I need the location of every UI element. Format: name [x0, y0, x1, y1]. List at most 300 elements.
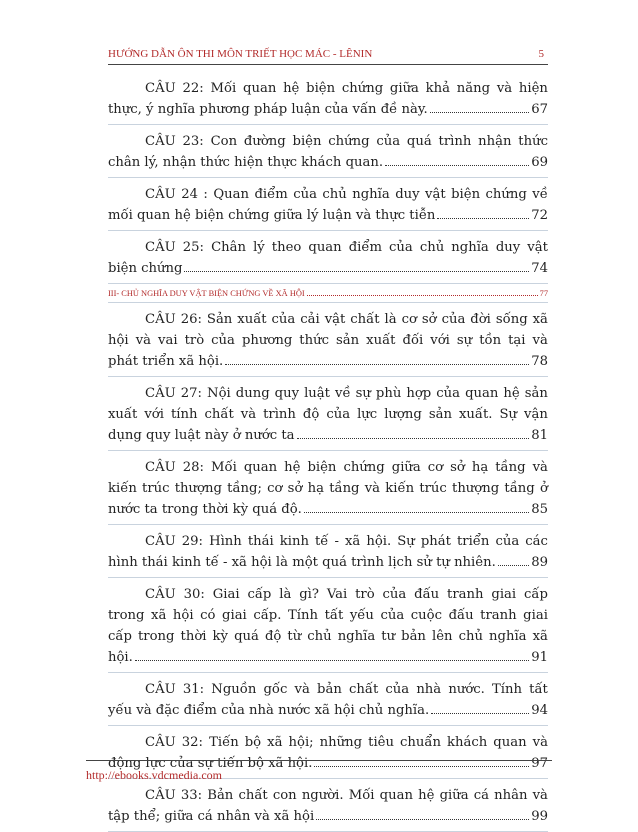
toc-entry-text: mối quan hệ biện chứng giữa lý luận và thực tiễn [108, 208, 436, 223]
toc-entry-word: gốc [263, 682, 288, 697]
toc-entry-word: tất [324, 608, 344, 623]
toc-entry-word: 32: [181, 735, 204, 750]
toc-entry-word: dung [235, 386, 270, 401]
toc-entry-word: thức [518, 134, 548, 149]
toc-entry-word: CÂU [145, 134, 176, 149]
toc-entry-word: tầng [504, 481, 535, 496]
toc-entry-word: quan [243, 460, 278, 475]
toc-entry-word: chủ [307, 629, 332, 644]
toc-entry[interactable] [108, 72, 548, 125]
toc-entry-word: của [211, 333, 235, 348]
toc-entry-word: Bản [207, 788, 234, 803]
toc-entry-word: quan [465, 386, 499, 401]
toc-entry-word: CÂU [145, 460, 176, 475]
toc-entry-word: cải [300, 312, 320, 327]
toc-entry-text: biện chứng [108, 261, 183, 276]
toc-entry-word: kinh [279, 534, 309, 549]
toc-entry-word: các [525, 534, 548, 549]
toc-entry-word: là [279, 587, 292, 602]
toc-entry-line [108, 499, 548, 520]
toc-entry-word: tranh [480, 608, 517, 623]
dot-leader [225, 364, 529, 365]
toc-entry-word: giữa [391, 460, 421, 475]
toc-entry-word: đấu [414, 587, 440, 602]
toc-entry-word: sở [450, 460, 465, 475]
toc-entry-word: chuẩn [400, 735, 441, 750]
toc-entry-word: thái [247, 534, 274, 549]
toc-entry[interactable] [108, 451, 548, 525]
dot-leader [430, 112, 529, 113]
toc-entry-word: giai [222, 608, 247, 623]
toc-entry-word: tất [529, 682, 548, 697]
toc-entry-word: và [294, 682, 310, 697]
toc-entry-word: và [364, 481, 381, 496]
toc-entry-text: yếu và đặc điểm của nhà nước xã hội chủ nghĩa. [108, 703, 430, 718]
toc-entry-word: trò [184, 333, 205, 348]
toc-entry-word: duy [395, 187, 420, 202]
toc-entry-word: tại [508, 333, 526, 348]
dot-leader [184, 271, 529, 272]
toc-entry-word: từ [287, 629, 302, 644]
toc-entry[interactable] [108, 779, 548, 832]
toc-entry-word: của [326, 407, 351, 422]
toc-entry-line [108, 309, 548, 330]
toc-entry-word: Vai [326, 587, 348, 602]
toc-entry-word: biện [306, 81, 336, 96]
toc-entry-word: lý [253, 240, 265, 255]
toc-entry-word: xuất. [458, 407, 493, 422]
toc-entry-word: hội [172, 608, 194, 623]
toc-entry-line [108, 785, 548, 806]
toc-page-number: 78 [531, 354, 548, 369]
toc-entry-word: 28: [182, 460, 204, 475]
toc-entry-word: những [319, 735, 363, 750]
toc-entry-word: và [532, 735, 548, 750]
toc-entry-word: chủ [458, 629, 483, 644]
toc-entry-word: nghĩa [352, 187, 390, 202]
toc-entry[interactable] [108, 231, 548, 284]
footer-divider [86, 760, 552, 761]
toc-entry-line [108, 131, 548, 152]
toc-entry-word: CÂU [145, 81, 176, 96]
toc-entry-word: Nguồn [211, 682, 257, 697]
header-page-number: 5 [538, 48, 544, 60]
toc-entry-word: xã [151, 608, 167, 623]
toc-entry-word: hội. [366, 534, 392, 549]
toc-section-title: III- CHỦ NGHĨA DUY VẬT BIỆN CHỨNG VỀ XÃ HỘI [108, 289, 305, 298]
toc-entry-word: Mối [210, 81, 237, 96]
toc-entry-word: quá [406, 134, 432, 149]
toc-entry-word: 22: [182, 81, 204, 96]
toc-entry-word: hội; [288, 735, 314, 750]
toc-entry-word: nghĩa [337, 629, 376, 644]
toc-entry-word: CÂU [145, 587, 176, 602]
toc-entry-word: Quan [213, 187, 249, 202]
toc-entry-word: phù [375, 386, 402, 401]
toc-entry-text: thực, ý nghĩa phương pháp luận của vấn đề này. [108, 102, 428, 117]
toc-entry-word: 26: [180, 312, 202, 327]
toc-entry-word: trong [137, 629, 175, 644]
toc-entry-word: thức [299, 333, 329, 348]
toc-entry-word: độ [264, 629, 282, 644]
toc-entry-word: hạ [471, 460, 489, 475]
toc-entry-word: CÂU [145, 187, 176, 202]
toc-entry-word: giữa [389, 81, 419, 96]
toc-page-number: 72 [531, 208, 548, 223]
toc-entry-word: cấp [108, 629, 132, 644]
toc-entry-text: tập thể; giữa cá nhân và xã hội [108, 809, 315, 824]
toc-entry-word: hệ [503, 386, 520, 401]
toc-entry-word: cuộc [410, 608, 442, 623]
toc-entry-word: Nội [207, 386, 231, 401]
toc-entry-word: chất [350, 312, 380, 327]
toc-entry-line [108, 732, 548, 753]
toc-entry-word: quy [274, 386, 300, 401]
toc-page-number: 77 [539, 289, 548, 298]
toc-entry-word: cấp [247, 587, 272, 602]
toc-entry-word: - [334, 534, 339, 549]
toc-entry-word: và [135, 333, 151, 348]
toc-entry-word: của [385, 682, 410, 697]
dot-leader [297, 438, 530, 439]
toc-entry-word: nghĩa [451, 240, 489, 255]
toc-entry-word: lực [357, 407, 378, 422]
toc-entry-word: hợp [406, 386, 432, 401]
toc-entry-word: vận [524, 407, 548, 422]
toc-entry-line [108, 647, 548, 668]
toc-entry-line [108, 626, 548, 647]
toc-entry-word: bản [401, 629, 426, 644]
toc-entry-line [108, 78, 548, 99]
toc-entry-line [108, 457, 548, 478]
page-header [108, 48, 548, 64]
toc-entry-word: sự [355, 386, 371, 401]
toc-entry-word: Hình [209, 534, 242, 549]
toc-entry-word: hiện [518, 81, 548, 96]
toc-entry-word: cơ [267, 481, 283, 496]
toc-entry-word: nhận [478, 134, 512, 149]
dot-leader [316, 819, 529, 820]
toc-entry-word: nhà [416, 682, 442, 697]
toc-entry-word: Tính [492, 682, 523, 697]
toc-entry[interactable] [108, 303, 548, 377]
toc-section-heading[interactable] [108, 284, 548, 303]
toc-entry-word: tầng; [227, 481, 262, 496]
toc-entry[interactable] [108, 125, 548, 178]
toc-entry-line [108, 152, 548, 173]
toc-entry-word: nghĩa [489, 629, 527, 644]
toc-entry[interactable] [108, 673, 548, 726]
toc-entry-word: cấp [524, 587, 548, 602]
toc-entry-word: xã [532, 312, 548, 327]
toc-entry-word: CÂU [145, 386, 176, 401]
dot-leader [385, 165, 529, 166]
toc-entry-word: vai [158, 333, 178, 348]
toc-page-number: 91 [531, 650, 548, 665]
toc-entry-word: sản [336, 333, 360, 348]
toc-entry-word: chất [204, 407, 234, 422]
toc-entry-word: khách [447, 735, 488, 750]
toc-entry-line [108, 584, 548, 605]
header-title: HƯỚNG DẪN ÔN THI MÔN TRIẾT HỌC MÁC - LÊNIN [108, 48, 373, 60]
toc-entry-word: quá [234, 629, 259, 644]
toc-entry-text: chân lý, nhận thức hiện thực khách quan. [108, 155, 384, 170]
toc-entry[interactable] [108, 178, 548, 231]
toc-entry-word: CÂU [145, 534, 176, 549]
toc-entry-word: gì? [299, 587, 319, 602]
toc-entry-line [108, 330, 548, 351]
toc-entry-word: tiêu [368, 735, 394, 750]
toc-entry-word: 23: [182, 134, 204, 149]
toc-entry-word: luật [304, 386, 330, 401]
toc-entry-word: kiến [385, 481, 415, 496]
toc-entry-word: hội [108, 333, 129, 348]
toc-entry-word: Sự [499, 407, 518, 422]
toc-entry-line [108, 552, 548, 573]
toc-entry-word: tầng [329, 481, 360, 496]
toc-entry-word: theo [271, 240, 302, 255]
toc-entry[interactable] [108, 525, 548, 578]
toc-entry-word: Giai [212, 587, 240, 602]
toc-entry-word: tính [170, 407, 198, 422]
toc-entry-word: lượng [384, 407, 422, 422]
toc-entry-word: tranh [447, 587, 484, 602]
toc-entry-word: phát [420, 534, 451, 549]
toc-entry-word: : [203, 187, 208, 202]
dot-leader [135, 660, 529, 661]
toc-entry-word: hệ [283, 81, 300, 96]
dot-leader [304, 512, 529, 513]
toc-entry-word: sản [524, 386, 548, 401]
toc-entry-line [108, 258, 548, 279]
toc-entry-word: và [532, 460, 548, 475]
toc-entry-word: 29: [181, 534, 204, 549]
toc-entry-word: chứng [328, 134, 370, 149]
toc-page-number: 81 [531, 428, 548, 443]
toc-entry-line [108, 605, 548, 626]
toc-entry-word: chủ [322, 187, 347, 202]
toc-entry-word: biện [292, 134, 322, 149]
toc-entry-word: Sản [206, 312, 233, 327]
toc-entry-line [108, 351, 548, 372]
toc-entry-text: dụng quy luật này ở nước ta [108, 428, 295, 443]
dot-leader [437, 218, 529, 219]
dot-leader [431, 713, 529, 714]
toc-entry-text: hình thái kinh tế - xã hội là một quá trình lịch sử tự nhiên. [108, 555, 496, 570]
toc-entry-word: xuất [366, 333, 396, 348]
toc-entry-word: Tiến [209, 735, 239, 750]
toc-entry-word: biện [451, 187, 481, 202]
toc-entry-word: CÂU [145, 735, 176, 750]
toc-entry-line [108, 404, 548, 425]
toc-entry-word: có [200, 608, 216, 623]
toc-entry-word: chất [348, 682, 379, 697]
toc-entry-word: phương [241, 333, 293, 348]
toc-entry-word: của [495, 534, 520, 549]
toc-page-number: 74 [531, 261, 548, 276]
toc-entry-word: của [436, 386, 461, 401]
toc-page-number: 85 [531, 502, 548, 517]
toc-entry-word: Chân [211, 240, 247, 255]
toc-entry-word: yếu [349, 608, 374, 623]
toc-entry-word: với [144, 407, 164, 422]
toc-entry-word: của [389, 240, 413, 255]
toc-entry-word: bộ [244, 735, 262, 750]
toc-entry-word: 27: [180, 386, 202, 401]
toc-entry-word: hệ [284, 460, 301, 475]
toc-entry-word: hạ [307, 481, 324, 496]
toc-entry-line [108, 478, 548, 499]
toc-entry-word: năng [456, 81, 491, 96]
toc-entry-word: đời [470, 312, 491, 327]
toc-entry-word: về [335, 386, 351, 401]
toc-entry-word: của [382, 587, 407, 602]
toc-entry-word: độ [302, 407, 320, 422]
toc-entry-word: tồn [479, 333, 502, 348]
toc-entry[interactable] [108, 377, 548, 451]
toc-entry-word: và [240, 407, 257, 422]
toc-entry-word: CÂU [145, 682, 176, 697]
toc-entry-word: thời [180, 629, 207, 644]
toc-entry[interactable] [108, 578, 548, 673]
dot-leader [498, 565, 529, 566]
toc-page-number: 89 [531, 555, 548, 570]
toc-entry-word: là [384, 312, 397, 327]
toc-entry-word: biện [307, 460, 337, 475]
table-of-contents [108, 72, 548, 832]
toc-entry-word: cơ [401, 312, 417, 327]
toc-entry-word: trúc [419, 481, 447, 496]
toc-entry-word: chứng [485, 187, 527, 202]
toc-entry-word: đường [243, 134, 286, 149]
toc-entry-word: giai [523, 608, 548, 623]
toc-entry-word: người. [301, 788, 344, 803]
toc-entry-word: chất [238, 788, 268, 803]
toc-entry-line [108, 700, 548, 721]
toc-entry-line [108, 99, 548, 120]
toc-entry-word: quan [243, 81, 277, 96]
toc-page-number: 67 [531, 102, 548, 117]
toc-entry-word: 33: [180, 788, 203, 803]
toc-entry-word: xã [267, 735, 283, 750]
toc-entry-word: trúc [142, 481, 170, 496]
toc-entry-line [108, 383, 548, 404]
toc-entry-word: của [271, 312, 296, 327]
toc-page-number: 99 [531, 809, 548, 824]
toc-entry-word: và [532, 333, 548, 348]
toc-entry-word: và [496, 81, 513, 96]
toc-entry-word: Tính [288, 608, 319, 623]
toc-entry-line [108, 531, 548, 552]
toc-entry-word: vật [527, 240, 548, 255]
toc-entry-word: 25: [182, 240, 205, 255]
toc-entry-word: cá [473, 788, 489, 803]
toc-entry-word: triển [456, 534, 490, 549]
toc-entry-word: khả [425, 81, 451, 96]
toc-entry-word: quan [493, 735, 527, 750]
toc-entry-word: kỳ [212, 629, 228, 644]
toc-entry-word: sản [428, 407, 452, 422]
toc-entry-word: 24 [181, 187, 198, 202]
toc-page-number: 69 [531, 155, 548, 170]
toc-entry-word: của [441, 312, 466, 327]
toc-entry-word: trong [108, 608, 145, 623]
toc-entry-word: trình [438, 134, 472, 149]
toc-entry-word: đối [402, 333, 424, 348]
toc-entry-word: tư [381, 629, 396, 644]
toc-entry-word: của [293, 187, 317, 202]
toc-entry-line [108, 184, 548, 205]
toc-entry-word: kiến [108, 481, 137, 496]
toc-entry-word: 30: [183, 587, 205, 602]
toc-entry-word: chứng [341, 81, 384, 96]
toc-entry-word: quan [308, 240, 342, 255]
toc-entry-word: giai [491, 587, 517, 602]
toc-entry-text: động lực của sự tiến bộ xã hội. [108, 756, 313, 771]
toc-entry-word: CÂU [145, 240, 176, 255]
toc-entry-word: giữa [439, 788, 469, 803]
toc-entry-word: sở [421, 312, 437, 327]
dot-leader [307, 295, 538, 296]
toc-entry-word: CÂU [145, 788, 176, 803]
toc-entry-line [108, 205, 548, 226]
toc-entry-line [108, 679, 548, 700]
toc-entry-word: thượng [174, 481, 222, 496]
dot-leader [314, 766, 529, 767]
toc-entry-word: sự [456, 333, 473, 348]
toc-entry-word: vật [425, 187, 446, 202]
toc-entry-word: CÂU [145, 312, 176, 327]
toc-entry-word: vật [324, 312, 346, 327]
toc-entry-word: Sự [397, 534, 415, 549]
toc-entry-word: ở [539, 481, 548, 496]
toc-entry-word: nước. [448, 682, 485, 697]
toc-entry-word: của [380, 608, 405, 623]
header-divider [108, 64, 548, 65]
toc-entry-word: hệ [418, 788, 435, 803]
toc-entry-word: điểm [348, 240, 382, 255]
toc-entry-word: về [532, 187, 548, 202]
toc-entry-word: xuất [237, 312, 267, 327]
toc-entry-text: phát triển xã hội. [108, 354, 224, 369]
toc-entry-word: Mối [211, 460, 237, 475]
toc-entry-word: xã [344, 534, 361, 549]
toc-entry-word: tế [315, 534, 329, 549]
toc-entry-word: tầng [495, 460, 526, 475]
toc-entry-word: đấu [448, 608, 474, 623]
toc-entry-word: điểm [254, 187, 288, 202]
toc-entry-text: nước ta trong thời kỳ quá độ. [108, 502, 302, 517]
toc-entry-word: và [532, 788, 548, 803]
toc-entry-word: cơ [427, 460, 444, 475]
toc-entry-word: của [376, 134, 401, 149]
toc-entry-word: chủ [419, 240, 445, 255]
toc-entry-word: với [430, 333, 450, 348]
toc-entry-word: quan [379, 788, 413, 803]
toc-entry-line [108, 237, 548, 258]
toc-entry-word: bản [317, 682, 342, 697]
toc-page-number: 97 [531, 756, 548, 771]
footer-url[interactable]: http://ebooks.vdcmedia.com [86, 768, 222, 782]
toc-entry-line [108, 806, 548, 827]
toc-entry-word: Mối [348, 788, 375, 803]
toc-entry-text: hội. [108, 650, 133, 665]
toc-entry-word: lên [432, 629, 453, 644]
toc-entry-word: thượng [452, 481, 500, 496]
toc-entry-line [108, 425, 548, 446]
toc-entry-word: sở [287, 481, 303, 496]
toc-entry-word: duy [495, 240, 521, 255]
